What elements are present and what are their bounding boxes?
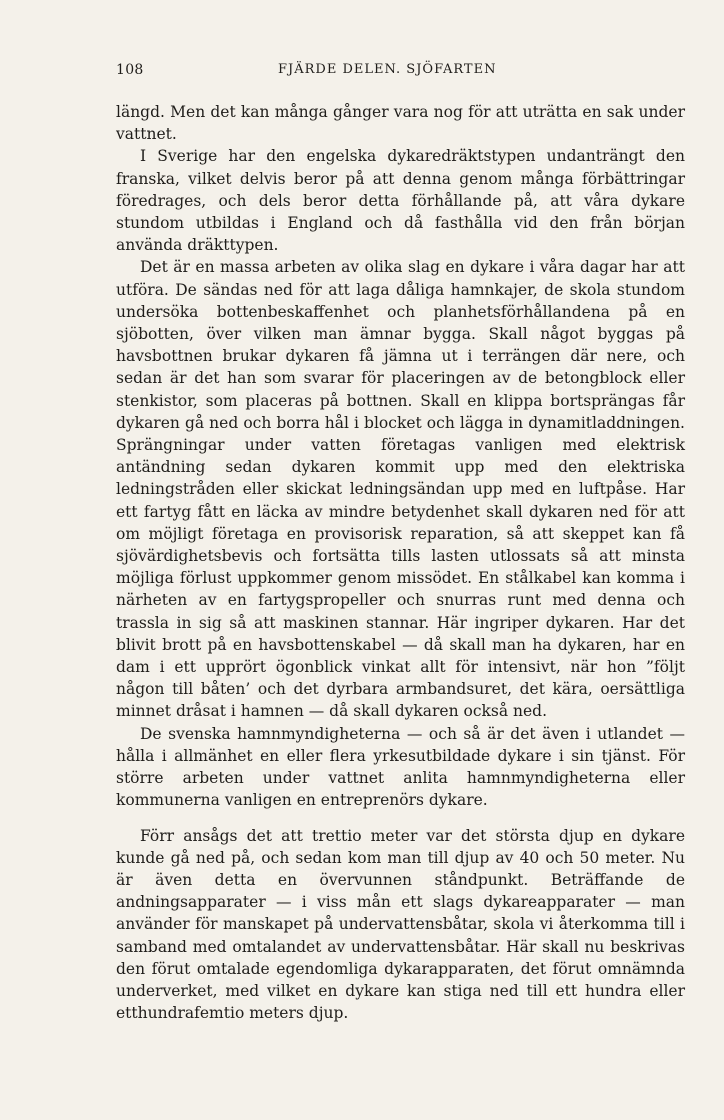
page-header	[116, 62, 684, 86]
paragraph-harbour-authorities: De svenska hamnmyndigheterna — och så är det även i utlandet — hålla i allmänhet en eller flera yrkesutbildade dykare i sin tjänst. För större arbeten under vattnet anlita hamnmyndigheterna eller kommunerna vanligen en entreprenörs dykare.	[116, 724, 685, 810]
paragraph-diving-suits: I Sverige har den engelska dykaredräktstypen undanträngt den franska, vilket delvis beror på att denna genom många förbättringar föredrages, och dels beror detta förhållande på, att våra dykare stundom utbildas i England och då fasthålla vid den från början använda dräkttypen.	[116, 147, 685, 255]
body-text	[116, 101, 685, 1024]
paragraph-diver-work: Det är en massa arbeten av olika slag en dykare i våra dagar har att utföra. De sändas ned för att laga dåliga hamnkajer, de skola stundom undersöka bottenbeskaffenhet och planhetsförhållandena på en sjöbotten, över vilken man ämnar bygga. Skall något byggas på havsbottnen brukar dykaren få jämna ut i terrängen där nere, och sedan är det han som svarar för placeringen av de betongblock eller stenkistor, som placeras på bottnen. Skall en klippa bortsprängas får dykaren gå ned och borra hål i blocket och lägga in dynamitladdningen. Sprängningar under vatten företagas vanligen med elektrisk antändning sedan dykaren kommit upp med den elektriska ledningstråden eller skickat ledningsändan upp med en luftpåse. Har ett fartyg fått en läcka av mindre betydenhet skall dykaren ned för att om möjligt företaga en provisorisk reparation, så att skeppet kan få sjövärdighetsbevis och fortsätta tills lasten utlossats så att minsta möjliga förlust uppkommer genom missödet. En stålkabel kan komma i närheten av en fartygspropeller och snurras runt med denna och trassla in sig så att maskinen stannar. Här ingriper dykaren. Har det blivit brott på en havsbottenskabel — då skall man ha dykaren, har en dam i ett upprört ögonblick vinkat allt för intensivt, när hon ”följt någon till båten’ och det dyrbara armbandsuret, det kära, oersättliga minnet dråsat i hamnen — då skall dykaren också ned.	[116, 258, 685, 721]
paragraph-diving-depths: Förr ansågs det att trettio meter var det största djup en dykare kunde gå ned på, och sedan kom man till djup av 40 och 50 meter. Nu är även detta en övervunnen ståndpunkt. Beträffande de andningsapparater — i viss mån ett slags dykareapparater — man använder för manskapet på undervattensbåtar, skola vi återkomma till i samband med omtalandet av undervattensbåtar. Här skall nu beskrivas den förut omtalade egendomliga dykarapparaten, det förut omnämnda underverket, med vilket en dykare kan stiga ned till ett hundra eller etthundrafemtio meters djup.	[116, 826, 685, 1023]
running-head: FJÄRDE DELEN. SJÖFARTEN	[278, 62, 497, 77]
page-number: 108	[116, 62, 144, 78]
paragraph-continuation: längd. Men det kan många gånger vara nog för att uträtta en sak under vattnet.	[116, 103, 685, 144]
